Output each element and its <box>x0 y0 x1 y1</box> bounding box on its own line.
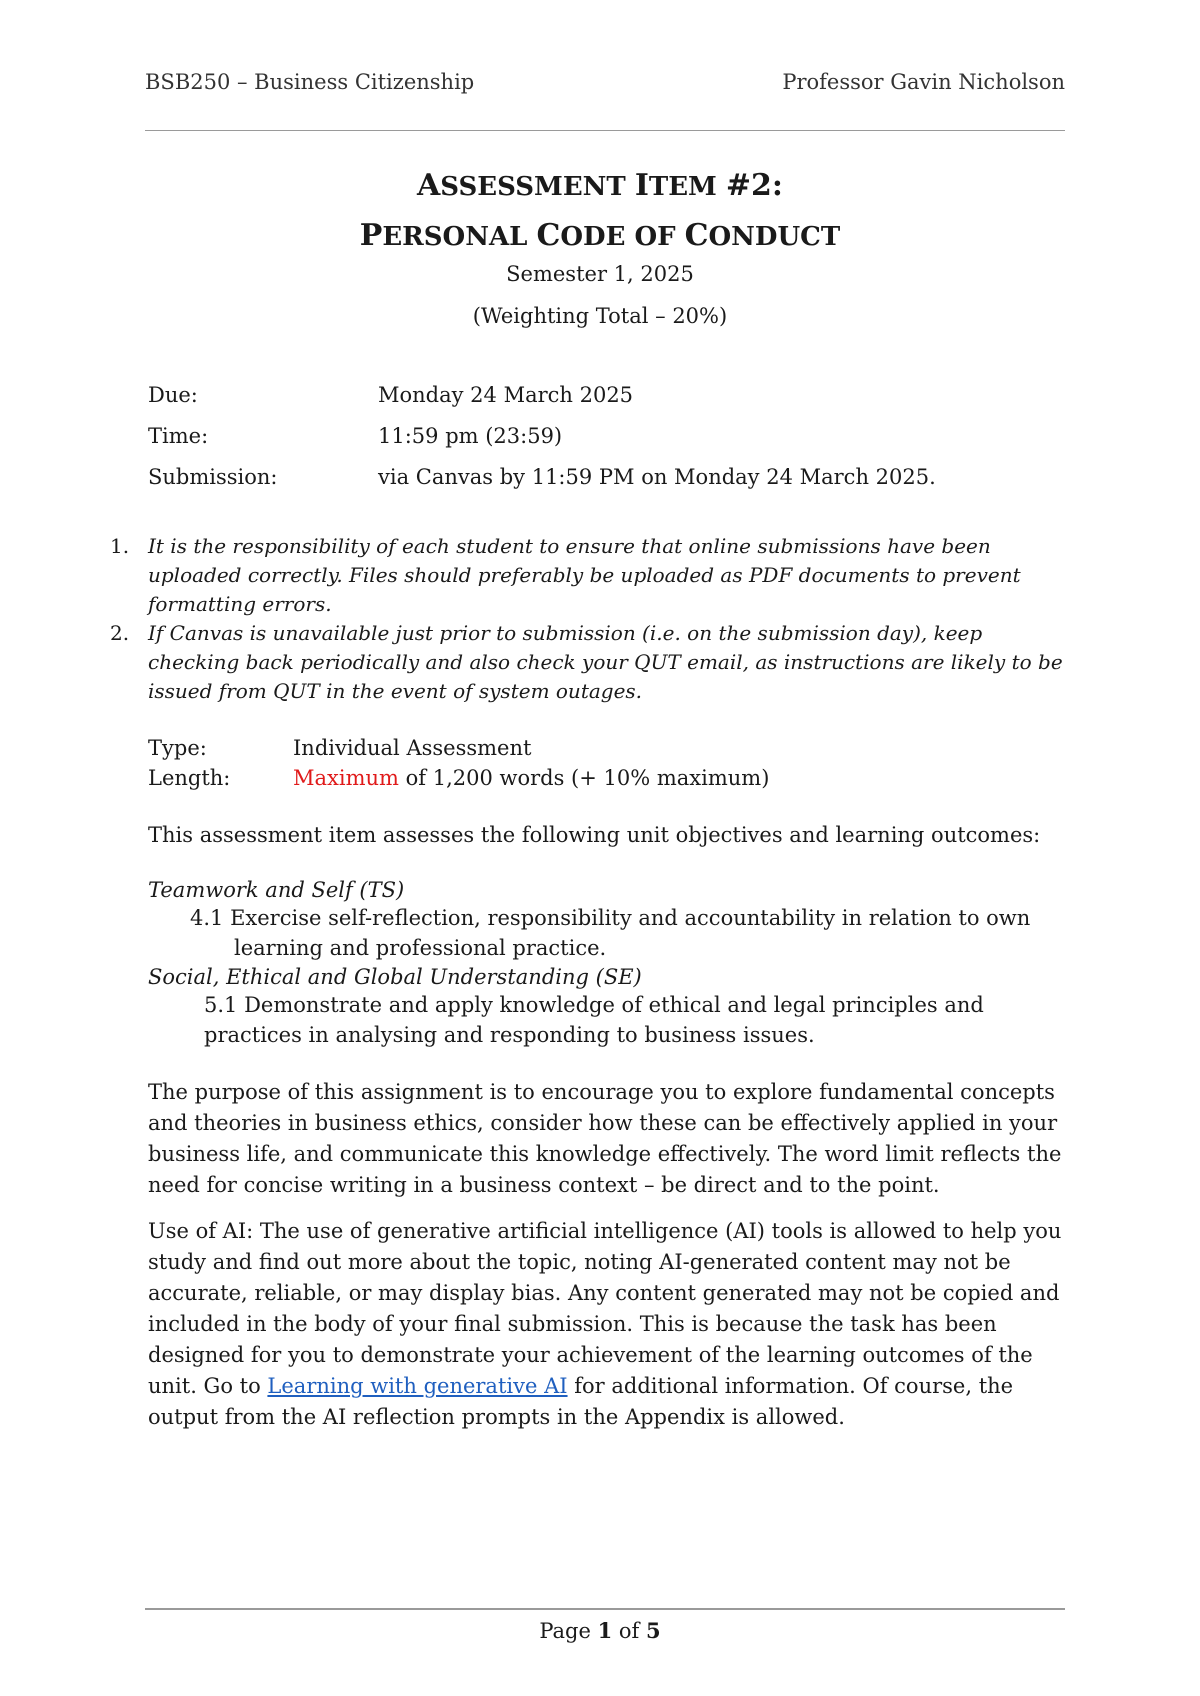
time-label: Time: <box>148 424 209 448</box>
weighting: (Weighting Total – 20%) <box>472 304 728 328</box>
maximum-highlight: Maximum <box>293 766 399 790</box>
submission-value: via Canvas by 11:59 PM on Monday 24 March 2025. <box>378 465 936 489</box>
length-label: Length: <box>148 766 231 790</box>
due-value: Monday 24 March 2025 <box>378 383 634 407</box>
page-header <box>145 70 1065 94</box>
type-row <box>148 736 531 760</box>
due-row <box>148 383 633 407</box>
ts-heading: Teamwork and Self (TS) <box>148 878 405 902</box>
time-value: 11:59 pm (23:59) <box>378 424 563 448</box>
assessment-title: ASSESSMENT ITEM #2: <box>417 168 783 203</box>
list-item: 2. If Canvas is unavailable just prior to submission (i.e. on the submission day), keep checking back periodically and also check your QUT email, as instructions are likely to be issued from QUT in the event of system outages. <box>110 621 1063 703</box>
submission-label: Submission: <box>148 465 278 489</box>
se-heading: Social, Ethical and Global Understanding (SE) <box>148 965 642 989</box>
type-label: Type: <box>148 736 207 760</box>
footer-divider <box>145 1608 1065 1610</box>
header-divider <box>145 130 1065 131</box>
course-title: BSB250 – Business Citizenship <box>145 70 475 94</box>
submission-row <box>148 465 936 489</box>
learning-ai-link[interactable]: Learning with generative AI <box>267 1374 568 1398</box>
page-number: Page 1 of 5 <box>539 1618 661 1643</box>
length-value: Maximum of 1,200 words (+ 10% maximum) <box>293 766 770 790</box>
length-row <box>148 766 769 790</box>
assessment-subtitle: PERSONAL CODE OF CONDUCT <box>359 218 841 253</box>
type-value: Individual Assessment <box>293 736 532 760</box>
se-outcome: 5.1 Demonstrate and apply knowledge of ethical and legal principles and practices in analysing and responding to business issues. <box>204 993 984 1047</box>
ai-paragraph: Use of AI: The use of generative artificial intelligence (AI) tools is allowed to help you study and find out more about the topic, noting AI-generated content may not be accurate, reliable, or may display bias. Any content generated may not be copied and included in the body of your final submission. This is because the task has been designed for you to demonstrate your achievement of the learning outcomes of the unit. Go to Learning with generative AI for additional information. Of course, the output from the AI reflection prompts in the Appendix is allowed. <box>148 1219 1062 1429</box>
professor-name: Professor Gavin Nicholson <box>782 70 1065 94</box>
semester: Semester 1, 2025 <box>506 262 694 286</box>
purpose-paragraph: The purpose of this assignment is to encourage you to explore fundamental concepts and theories in business ethics, consider how these can be effectively applied in your business life, and communicate this knowledge effectively. The word limit reflects the need for concise writing in a business context – be direct and to the point. <box>148 1080 1062 1197</box>
due-label: Due: <box>148 383 198 407</box>
submission-notes <box>110 532 1070 706</box>
time-row <box>148 424 562 448</box>
list-item: 1. It is the responsibility of each student to ensure that online submissions have been uploaded correctly. Files should preferably be uploaded as PDF documents to prevent formatting errors. <box>110 534 1021 616</box>
ts-outcome: 4.1 Exercise self-reflection, responsibility and accountability in relation to own learning and professional practice. <box>190 906 1031 960</box>
objectives-intro: This assessment item assesses the following unit objectives and learning outcomes: <box>148 823 1041 847</box>
